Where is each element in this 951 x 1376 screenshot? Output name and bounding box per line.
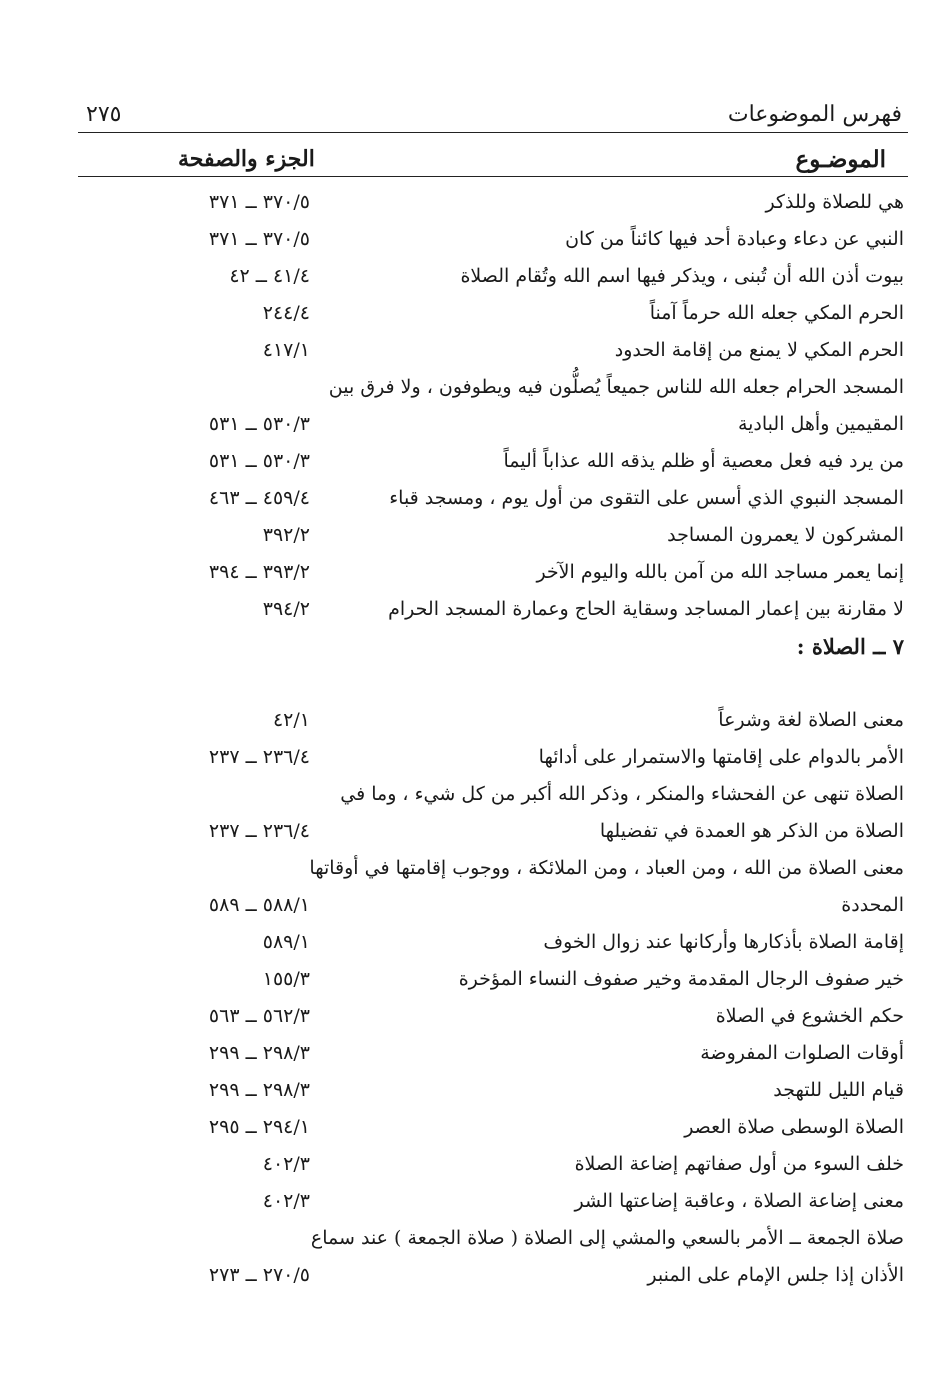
entry-reference: ٣٩٢/٢ bbox=[262, 524, 310, 546]
header-rule bbox=[78, 132, 908, 133]
entry-reference: ٥٣٠/٣ ــ ٥٣١ bbox=[208, 450, 310, 472]
entry-topic: لا مقارنة بين إعمار المساجد وسقاية الحاج وعمارة المسجد الحرام bbox=[388, 598, 904, 620]
index-row bbox=[78, 702, 908, 739]
entry-reference: ٢٩٨/٣ ــ ٢٩٩ bbox=[208, 1042, 310, 1064]
entry-reference: ٢٩٤/١ ــ ٢٩٥ bbox=[208, 1116, 310, 1138]
entry-reference: ٤٢/١ bbox=[272, 709, 310, 731]
entry-topic: الحرم المكي لا يمنع من إقامة الحدود bbox=[614, 339, 904, 361]
entry-topic: معنى الصلاة من الله ، ومن العباد ، ومن الملائكة ، ووجوب إقامتها في أوقاتها bbox=[309, 857, 904, 879]
index-row bbox=[78, 443, 908, 480]
section-title: ٧ ــ الصلاة : bbox=[796, 634, 904, 659]
index-row bbox=[78, 998, 908, 1035]
entry-topic: المقيمين وأهل البادية bbox=[737, 413, 904, 435]
index-row bbox=[78, 480, 908, 517]
column-header-topic: الموضـوع bbox=[795, 146, 886, 173]
index-row bbox=[78, 850, 908, 887]
running-head bbox=[78, 100, 908, 134]
entry-reference: ٤١٧/١ bbox=[262, 339, 310, 361]
entry-reference: ٥٣٠/٣ ــ ٥٣١ bbox=[208, 413, 310, 435]
entry-reference: ٥٨٩/١ bbox=[262, 931, 310, 953]
entry-topic: من يرد فيه فعل معصية أو ظلم يذقه الله عذاباً أليماً bbox=[503, 450, 904, 472]
index-row bbox=[78, 887, 908, 924]
index-row bbox=[78, 369, 908, 406]
entry-reference: ٤١/٤ ــ ٤٢ bbox=[229, 265, 310, 287]
index-row bbox=[78, 665, 908, 702]
entry-topic: إنما يعمر مساجد الله من آمن بالله واليوم الآخر bbox=[536, 561, 904, 583]
index-row bbox=[78, 1035, 908, 1072]
entry-reference: ٤٥٩/٤ ــ ٤٦٣ bbox=[208, 487, 310, 509]
index-row bbox=[78, 1220, 908, 1257]
index-row bbox=[78, 961, 908, 998]
entry-topic: المشركون لا يعمرون المساجد bbox=[667, 524, 904, 546]
entry-topic: حكم الخشوع في الصلاة bbox=[715, 1005, 904, 1027]
entry-topic: أوقات الصلوات المفروضة bbox=[700, 1042, 904, 1064]
index-row bbox=[78, 776, 908, 813]
entry-topic: الأمر بالدوام على إقامتها والاستمرار على أدائها bbox=[538, 746, 904, 768]
entry-topic: المحددة bbox=[841, 894, 904, 916]
entry-topic: معنى الصلاة لغة وشرعاً bbox=[718, 709, 904, 731]
entry-topic: الصلاة الوسطى صلاة العصر bbox=[684, 1116, 904, 1138]
entry-reference: ٢٤٤/٤ bbox=[262, 302, 310, 324]
entry-topic: هي للصلاة وللذكر bbox=[765, 191, 904, 213]
entry-reference: ٣٧٠/٥ ــ ٣٧١ bbox=[208, 228, 310, 250]
entry-topic: الصلاة تنهى عن الفحشاء والمنكر ، وذكر الله أكبر من كل شيء ، وما في bbox=[340, 783, 904, 805]
index-row bbox=[78, 591, 908, 628]
entry-topic: بيوت أذن الله أن تُبنى ، ويذكر فيها اسم الله وتُقام الصلاة bbox=[460, 265, 904, 287]
entry-reference: ٢٩٨/٣ ــ ٢٩٩ bbox=[208, 1079, 310, 1101]
entry-topic: الحرم المكي جعله الله حرماً آمناً bbox=[649, 302, 904, 324]
index-row bbox=[78, 184, 908, 221]
index-row bbox=[78, 332, 908, 369]
index-entries bbox=[78, 184, 908, 1294]
index-row bbox=[78, 406, 908, 443]
entry-reference: ٤٠٢/٣ bbox=[262, 1190, 310, 1212]
entry-reference: ٢٣٦/٤ ــ ٢٣٧ bbox=[208, 746, 310, 768]
column-header-reference: الجزء والصفحة bbox=[178, 146, 315, 172]
column-header-rule bbox=[78, 176, 908, 177]
index-row bbox=[78, 1146, 908, 1183]
index-row bbox=[78, 295, 908, 332]
column-headers bbox=[78, 146, 908, 180]
entry-reference: ٢٧٠/٥ ــ ٢٧٣ bbox=[208, 1264, 310, 1286]
entry-reference: ٥٨٨/١ ــ ٥٨٩ bbox=[208, 894, 310, 916]
index-row bbox=[78, 1183, 908, 1220]
entry-topic: المسجد الحرام جعله الله للناس جميعاً يُصلُّون فيه ويطوفون ، ولا فرق بين bbox=[328, 376, 904, 398]
entry-topic: صلاة الجمعة ــ الأمر بالسعي والمشي إلى الصلاة ( صلاة الجمعة ) عند سماع bbox=[310, 1227, 904, 1249]
entry-reference: ٢٣٦/٤ ــ ٢٣٧ bbox=[208, 820, 310, 842]
running-title: فهرس الموضوعات bbox=[727, 102, 902, 127]
entry-reference: ٤٠٢/٣ bbox=[262, 1153, 310, 1175]
index-row bbox=[78, 1109, 908, 1146]
entry-topic: إقامة الصلاة بأذكارها وأركانها عند زوال الخوف bbox=[543, 931, 904, 953]
entry-reference: ٥٦٢/٣ ــ ٥٦٣ bbox=[208, 1005, 310, 1027]
entry-topic: الصلاة من الذكر هو العمدة في تفضيلها bbox=[599, 820, 904, 842]
entry-topic: خير صفوف الرجال المقدمة وخير صفوف النساء المؤخرة bbox=[458, 968, 904, 990]
entry-topic: المسجد النبوي الذي أسس على التقوى من أول يوم ، ومسجد قباء bbox=[389, 487, 904, 509]
index-row bbox=[78, 517, 908, 554]
entry-topic: الأذان إذا جلس الإمام على المنبر bbox=[647, 1264, 904, 1286]
index-row bbox=[78, 739, 908, 776]
page-number: ٢٧٥ bbox=[86, 102, 122, 127]
section-heading-row bbox=[78, 628, 908, 665]
entry-topic: النبي عن دعاء وعبادة أحد فيها كائناً من كان bbox=[565, 228, 904, 250]
entry-topic: خلف السوء من أول صفاتهم إضاعة الصلاة bbox=[574, 1153, 904, 1175]
entry-topic: قيام الليل للتهجد bbox=[773, 1079, 904, 1101]
index-row bbox=[78, 813, 908, 850]
index-row bbox=[78, 221, 908, 258]
index-row bbox=[78, 924, 908, 961]
entry-reference: ٣٩٣/٢ ــ ٣٩٤ bbox=[208, 561, 310, 583]
entry-topic: معنى إضاعة الصلاة ، وعاقبة إضاعتها الشر bbox=[574, 1190, 904, 1212]
index-row bbox=[78, 554, 908, 591]
entry-reference: ١٥٥/٣ bbox=[262, 968, 310, 990]
entry-reference: ٣٩٤/٢ bbox=[262, 598, 310, 620]
entry-reference: ٣٧٠/٥ ــ ٣٧١ bbox=[208, 191, 310, 213]
index-row bbox=[78, 1072, 908, 1109]
index-row bbox=[78, 258, 908, 295]
index-row bbox=[78, 1257, 908, 1294]
